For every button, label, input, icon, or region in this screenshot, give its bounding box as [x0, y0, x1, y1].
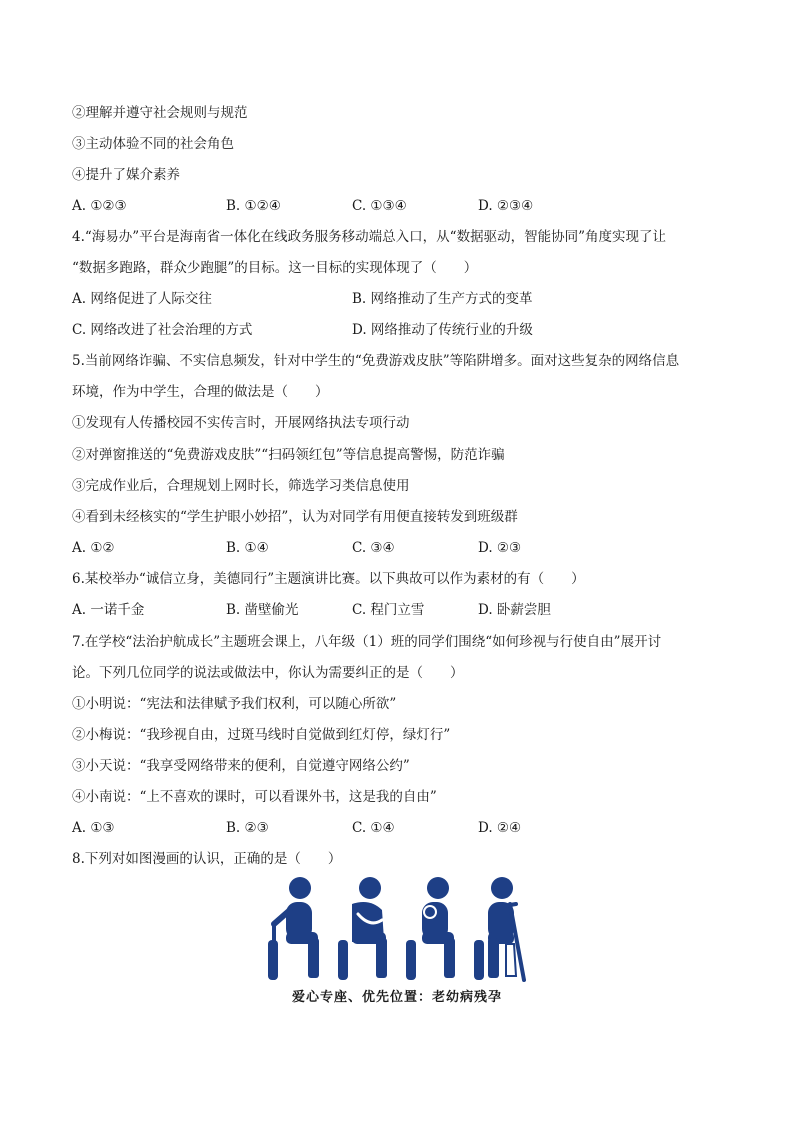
- q3-option-c: C. ①③④: [352, 198, 407, 214]
- q7-stem-line-1: 7.在学校“法治护航成长”主题班会课上，八年级（1）班的同学们围绕“如何珍视与行使自由”展开讨: [72, 634, 662, 650]
- q4-options-row-2: [72, 320, 732, 340]
- q7-option-a: A. ①③: [72, 820, 115, 836]
- q3-option-b: B. ①②④: [226, 198, 281, 214]
- q5-options: [72, 538, 732, 558]
- q7-option-b: B. ②③: [226, 820, 269, 836]
- q6-option-a: A. 一诺千金: [72, 602, 145, 618]
- q3-item-2: ②理解并遵守社会规则与规范: [72, 105, 248, 121]
- q4-option-a: A. 网络促进了人际交往: [72, 291, 212, 307]
- cartoon-caption: 爱心专座、优先位置：老幼病残孕: [291, 990, 502, 1005]
- q4-option-b: B. 网络推动了生产方式的变革: [352, 291, 533, 307]
- q6-option-d: D. 卧薪尝胆: [478, 602, 551, 618]
- q7-options: [72, 818, 732, 838]
- q4-option-c: C. 网络改进了社会治理的方式: [72, 322, 253, 338]
- q7-item-1: ①小明说：“宪法和法律赋予我们权利，可以随心所欲”: [72, 696, 397, 712]
- q5-stem-line-2: 环境，作为中学生，合理的做法是（ ）: [72, 384, 329, 400]
- q7-option-c: C. ①④: [352, 820, 395, 836]
- q7-item-3: ③小天说：“我享受网络带来的便利，自觉遵守网络公约”: [72, 758, 410, 774]
- q3-item-3: ③主动体验不同的社会角色: [72, 136, 234, 152]
- q7-stem-line-2: 论。下列几位同学的说法或做法中，你认为需要纠正的是（ ）: [72, 665, 464, 681]
- q4-options-row-1: [72, 289, 732, 309]
- q3-option-a: A. ①②③: [72, 198, 127, 214]
- elderly-person-icon: [268, 877, 319, 980]
- q3-item-4: ④提升了媒介素养: [72, 167, 180, 183]
- priority-seat-pictograms: [266, 876, 528, 986]
- priority-seat-cartoon: [266, 876, 528, 1010]
- q6-option-c: C. 程门立雪: [352, 602, 425, 618]
- q5-item-1: ①发现有人传播校园不实传言时，开展网络执法专项行动: [72, 415, 410, 431]
- q4-stem-line-2: “数据多跑路，群众少跑腿”的目标。这一目标的实现体现了（ ）: [72, 260, 478, 276]
- q7-item-4: ④小南说：“上不喜欢的课时，可以看课外书，这是我的自由”: [72, 789, 437, 805]
- q6-option-b: B. 凿壁偷光: [226, 602, 299, 618]
- sick-person-icon: [338, 877, 387, 980]
- q6-stem: 6.某校举办“诚信立身，美德同行”主题演讲比赛。以下典故可以作为素材的有（ ）: [72, 571, 585, 587]
- parent-with-child-icon: [406, 877, 455, 980]
- q6-options: [72, 600, 732, 620]
- q5-option-a: A. ①②: [72, 540, 115, 556]
- q8-stem: 8.下列对如图漫画的认识，正确的是（ ）: [72, 851, 342, 867]
- q5-item-4: ④看到未经核实的“学生护眼小妙招”，认为对同学有用便直接转发到班级群: [72, 509, 518, 525]
- q3-options: [72, 196, 732, 216]
- q7-item-2: ②小梅说：“我珍视自由，过斑马线时自觉做到红灯停，绿灯行”: [72, 727, 451, 743]
- q5-option-d: D. ②③: [478, 540, 522, 556]
- q7-option-d: D. ②④: [478, 820, 522, 836]
- q5-item-2: ②对弹窗推送的“免费游戏皮肤”“扫码领红包”等信息提高警惕，防范诈骗: [72, 447, 505, 463]
- q5-option-b: B. ①④: [226, 540, 269, 556]
- q4-stem-line-1: 4.“海易办”平台是海南省一体化在线政务服务移动端总入口，从“数据驱动，智能协同”角度实现了让: [72, 229, 666, 245]
- q5-option-c: C. ③④: [352, 540, 395, 556]
- q5-item-3: ③完成作业后，合理规划上网时长，筛选学习类信息使用: [72, 478, 410, 494]
- q3-option-d: D. ②③④: [478, 198, 534, 214]
- disabled-person-icon: [474, 877, 524, 980]
- q4-option-d: D. 网络推动了传统行业的升级: [352, 322, 533, 338]
- q5-stem-line-1: 5.当前网络诈骗、不实信息频发，针对中学生的“免费游戏皮肤”等陷阱增多。面对这些复杂的网络信息: [72, 353, 680, 369]
